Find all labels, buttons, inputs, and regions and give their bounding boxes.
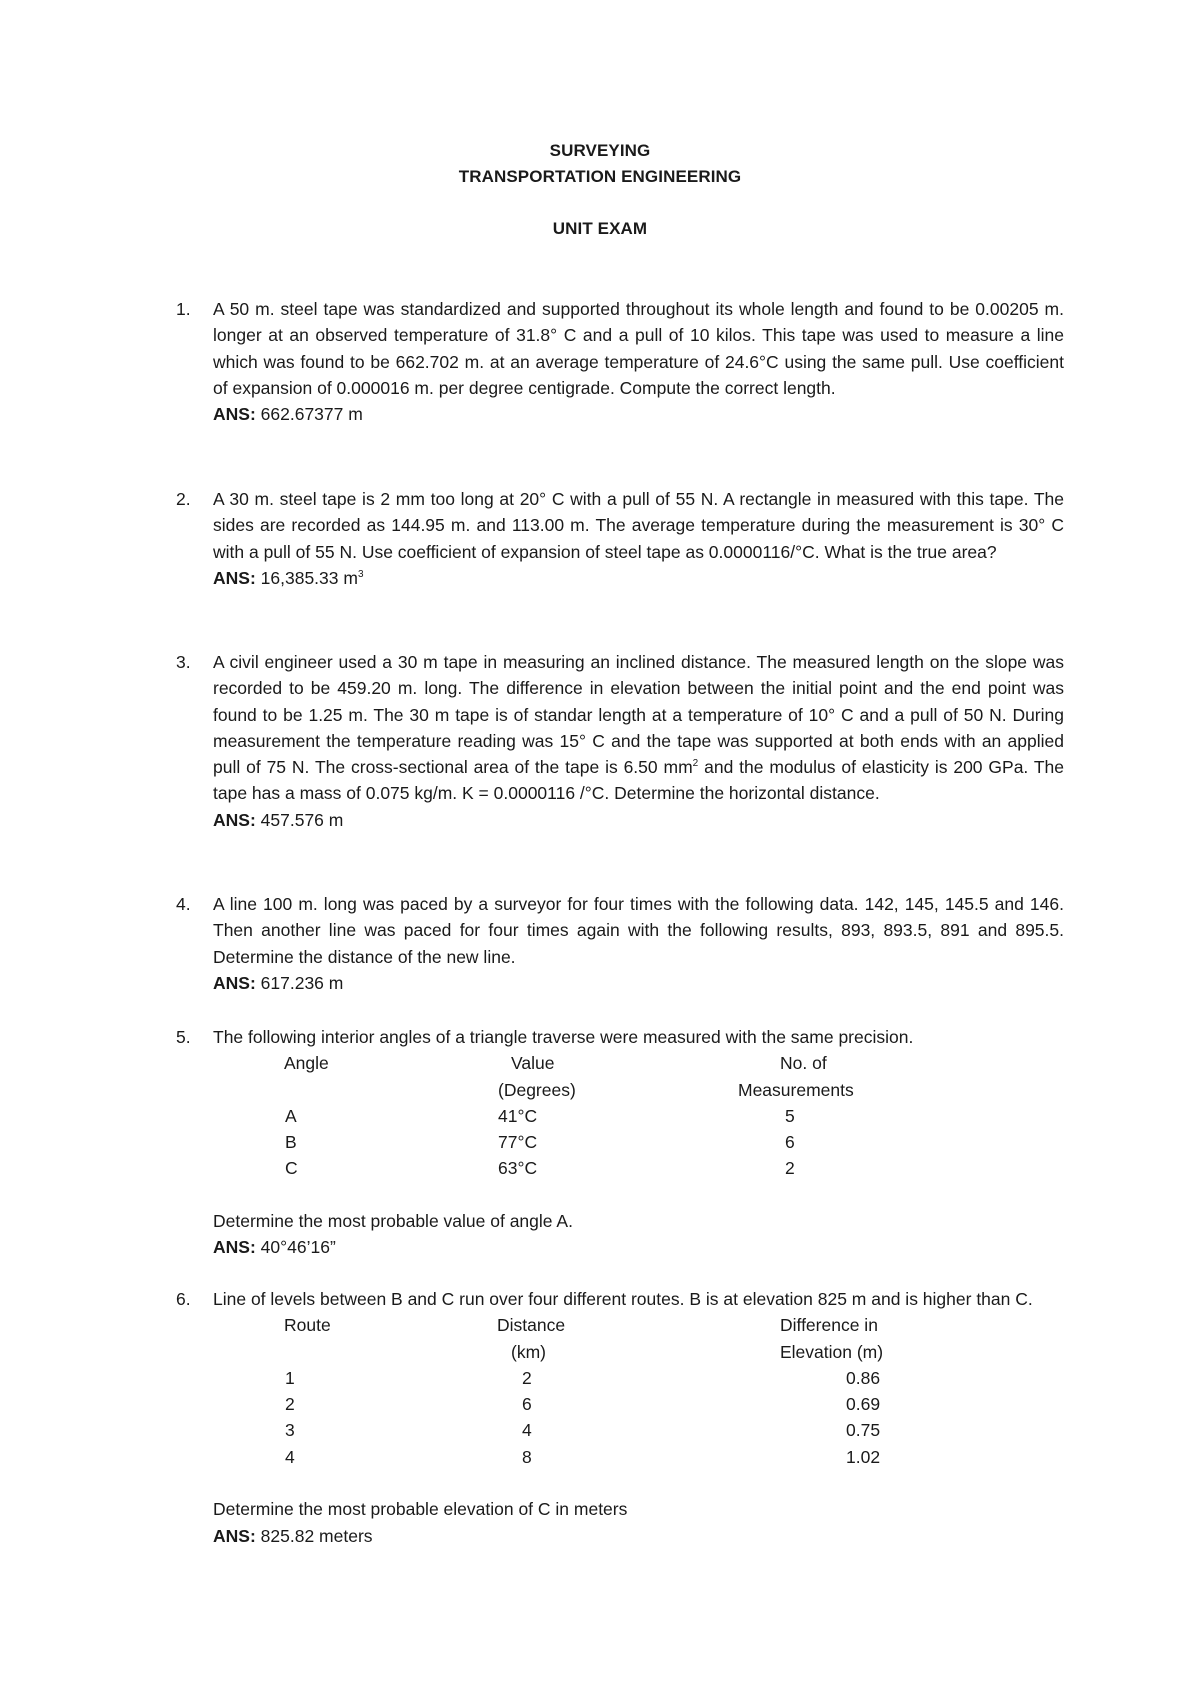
answer-value: 617.236 m xyxy=(260,972,344,993)
answer-value: 825.82 meters xyxy=(260,1525,373,1546)
answer xyxy=(213,401,1064,427)
question-number: 5. xyxy=(176,1027,191,1047)
cell-route: 3 xyxy=(285,1420,295,1441)
area-exponent: 2 xyxy=(692,758,699,770)
question-text xyxy=(213,649,1064,807)
col-header-value-unit: (Degrees) xyxy=(498,1079,576,1100)
table-header-row xyxy=(213,1050,1064,1076)
subject-title: SURVEYING xyxy=(549,141,651,160)
angle-table xyxy=(213,1050,1064,1181)
answer-exponent: 3 xyxy=(357,568,364,580)
question-1 xyxy=(176,296,1064,427)
table-row xyxy=(213,1365,1064,1391)
col-header-distance: Distance xyxy=(497,1315,566,1336)
col-header-value: Value xyxy=(511,1053,555,1074)
cell-difference: 0.75 xyxy=(846,1420,881,1441)
question-3 xyxy=(176,649,1064,833)
col-header-measurements-cont: Measurements xyxy=(738,1079,854,1100)
answer xyxy=(213,1234,1064,1260)
question-text-part-b: and the modulus of elasticity is 200 GPa. The tape has a mass of 0.075 kg/m. K = 0.0000116 /°C. Determine the horizontal distance. xyxy=(213,757,1064,804)
cell-value: 77°C xyxy=(498,1132,538,1153)
table-row xyxy=(213,1444,1064,1470)
table-row xyxy=(213,1155,1064,1181)
table-header-row xyxy=(213,1077,1064,1103)
answer-label: ANS: xyxy=(213,567,256,588)
question-number: 3. xyxy=(176,652,191,672)
question-number: 1. xyxy=(176,299,191,319)
cell-difference: 0.69 xyxy=(846,1394,881,1415)
question-5 xyxy=(176,1024,1064,1261)
cell-difference: 0.86 xyxy=(846,1367,881,1388)
answer xyxy=(213,1523,1064,1549)
col-header-angle: Angle xyxy=(284,1053,329,1074)
cell-angle: A xyxy=(285,1105,297,1126)
cell-value: 63°C xyxy=(498,1158,538,1179)
exam-title: UNIT EXAM xyxy=(552,219,648,238)
answer-label: ANS: xyxy=(213,809,256,830)
question-6 xyxy=(176,1286,1064,1549)
subject-subtitle: TRANSPORTATION ENGINEERING xyxy=(458,167,742,186)
question-2 xyxy=(176,486,1064,591)
question-text: A 30 m. steel tape is 2 mm too long at 20° C with a pull of 55 N. A rectangle in measured with this tape. The sides are recorded as 144.95 m. and 113.00 m. The average temperature during the measurement is 30° C with a pull of 55 N. Use coefficient of expansion of steel tape as 0.0000116/°C. What is the true area? xyxy=(213,489,1064,562)
table-header-row xyxy=(213,1312,1064,1338)
question-text: Line of levels between B and C run over four different routes. B is at elevation 825 m and is higher than C. xyxy=(213,1289,1033,1309)
question-text-part-a: A civil engineer used a 30 m tape in measuring an inclined distance. The measured length on the slope was recorded to be 459.20 m. long. The difference in elevation between the initial point and the end point was found to be 1.25 m. The 30 m tape is of standar length at a temperature of 10° C and a pull of 50 N. During measurement the temperature reading was 15° C and the tape was supported at both ends with an applied pull of 75 N. The cross-sectional area of the tape is 6.50 mm xyxy=(213,652,1064,778)
cell-count: 2 xyxy=(785,1158,795,1179)
answer-value: 457.576 m xyxy=(260,809,344,830)
cell-difference: 1.02 xyxy=(846,1446,881,1467)
answer-label: ANS: xyxy=(213,1237,256,1258)
answer-label: ANS: xyxy=(213,972,256,993)
cell-distance: 4 xyxy=(522,1420,532,1441)
cell-route: 1 xyxy=(285,1367,295,1388)
cell-route: 2 xyxy=(285,1394,295,1415)
table-row xyxy=(213,1417,1064,1443)
col-header-difference-unit: Elevation (m) xyxy=(780,1341,884,1362)
answer-value: 16,385.33 m xyxy=(260,567,358,588)
cell-value: 41°C xyxy=(498,1105,538,1126)
cell-route: 4 xyxy=(285,1446,295,1467)
col-header-distance-unit: (km) xyxy=(511,1341,546,1362)
table-row xyxy=(213,1129,1064,1155)
col-header-measurements: No. of xyxy=(780,1053,827,1074)
question-number: 6. xyxy=(176,1289,191,1309)
answer-value: 40°46’16” xyxy=(260,1237,336,1258)
question-followup: Determine the most probable value of angle A. xyxy=(213,1211,573,1232)
cell-count: 6 xyxy=(785,1132,795,1153)
cell-distance: 8 xyxy=(522,1446,532,1467)
col-header-difference: Difference in xyxy=(780,1315,878,1336)
question-text: A line 100 m. long was paced by a surveyor for four times with the following data. 142, 145, 145.5 and 146. Then another line was paced for four times again with the following results, 893, 893.5, 891 and 895.5. Determine the distance of the new line. xyxy=(213,894,1064,967)
answer-label: ANS: xyxy=(213,1525,256,1546)
cell-distance: 6 xyxy=(522,1394,532,1415)
question-text: A 50 m. steel tape was standardized and supported throughout its whole length and found to be 0.00205 m. longer at an observed temperature of 31.8° C and a pull of 10 kilos. This tape was used to measure a line which was found to be 662.702 m. at an average temperature of 24.6°C using the same pull. Use coefficient of expansion of 0.000016 m. per degree centigrade. Compute the correct length. xyxy=(213,299,1064,398)
question-number: 4. xyxy=(176,894,191,914)
cell-distance: 2 xyxy=(522,1367,532,1388)
table-row xyxy=(213,1391,1064,1417)
cell-angle: C xyxy=(285,1158,298,1179)
question-text: The following interior angles of a triangle traverse were measured with the same precision. xyxy=(213,1027,914,1047)
cell-count: 5 xyxy=(785,1105,795,1126)
question-followup: Determine the most probable elevation of C in meters xyxy=(213,1499,628,1520)
answer-value: 662.67377 m xyxy=(260,404,363,425)
answer-label: ANS: xyxy=(213,404,256,425)
route-table xyxy=(213,1312,1064,1470)
table-row xyxy=(213,1103,1064,1129)
col-header-route: Route xyxy=(284,1315,331,1336)
answer xyxy=(213,807,1064,833)
question-4 xyxy=(176,891,1064,996)
cell-angle: B xyxy=(285,1132,297,1153)
answer xyxy=(213,970,1064,996)
question-number: 2. xyxy=(176,489,191,509)
table-header-row xyxy=(213,1339,1064,1365)
answer xyxy=(213,565,1064,591)
